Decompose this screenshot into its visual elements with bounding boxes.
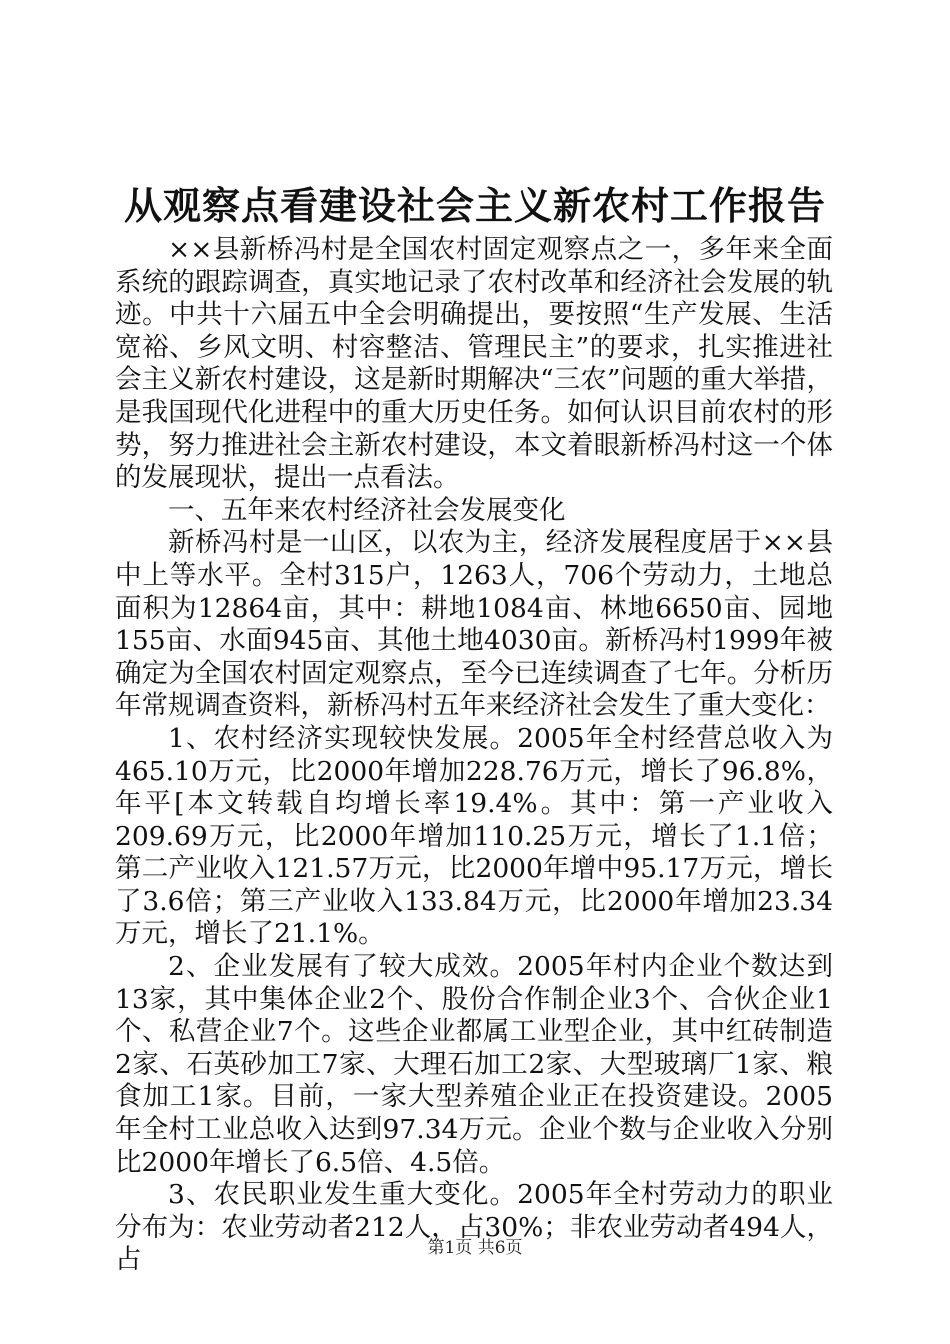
paragraph-economy-growth: 1、农村经济实现较快发展。2005年全村经营总收入为465.10万元，比2000年增加228.76万元，增长了96.8%，年平[本文转载自均增长率19.4%。其中：第一产业收入209.69万元，比2000年增加110.25万元，增长了1.1倍；第二产业收入121.57万元，比2000年增中95.17万元，增长了3.6倍；第三产业收入133.84万元，比2000年增加23.34万元，增长了21.1%。: [115, 722, 833, 950]
paragraph-village-overview: 新桥冯村是一山区，以农为主，经济发展程度居于××县中上等水平。全村315户，1263人，706个劳动力，土地总面积为12864亩，其中：耕地1084亩、林地6650亩、园地155亩、水面945亩、其他土地4030亩。新桥冯村1999年被确定为全国农村固定观察点，至今已连续调查了七年。分析历年常规调查资料，新桥冯村五年来经济社会发生了重大变化：: [115, 527, 833, 722]
document-body: [115, 234, 833, 1277]
document-title: 从观察点看建设社会主义新农村工作报告: [123, 183, 826, 228]
paragraph-intro: ××县新桥冯村是全国农村固定观察点之一，多年来全面系统的跟踪调查，真实地记录了农村改革和经济社会发展的轨迹。中共十六届五中全会明确提出，要按照“生产发展、生活宽裕、乡风文明、村容整洁、管理民主”的要求，扎实推进社会主义新农村建设，这是新时期解决“三农”问题的重大举措，是我国现代化进程中的重大历史任务。如何认识目前农村的形势，努力推进社会主新农村建设，本文着眼新桥冯村这一个体的发展现状，提出一点看法。: [115, 234, 833, 494]
page-number-footer: 第1页 共6页: [427, 1238, 523, 1258]
paragraph-occupation-change: 3、农民职业发生重大变化。2005年全村劳动力的职业分布为：农业劳动者212人，占30%；非农业劳动者494人，占: [115, 1179, 833, 1276]
paragraph-enterprise-development: 2、企业发展有了较大成效。2005年村内企业个数达到13家，其中集体企业2个、股份合作制企业3个、合伙企业1个、私营企业7个。这些企业都属工业型企业，其中红砖制造2家、石英砂加工7家、大理石加工2家、大型玻璃厂1家、粮食加工1家。目前，一家大型养殖企业正在投资建设。2005年全村工业总收入达到97.34万元。企业个数与企业收入分别比2000年增长了6.5倍、4.5倍。: [115, 951, 833, 1178]
section-heading-1: 一、五年来农村经济社会发展变化: [168, 494, 566, 526]
